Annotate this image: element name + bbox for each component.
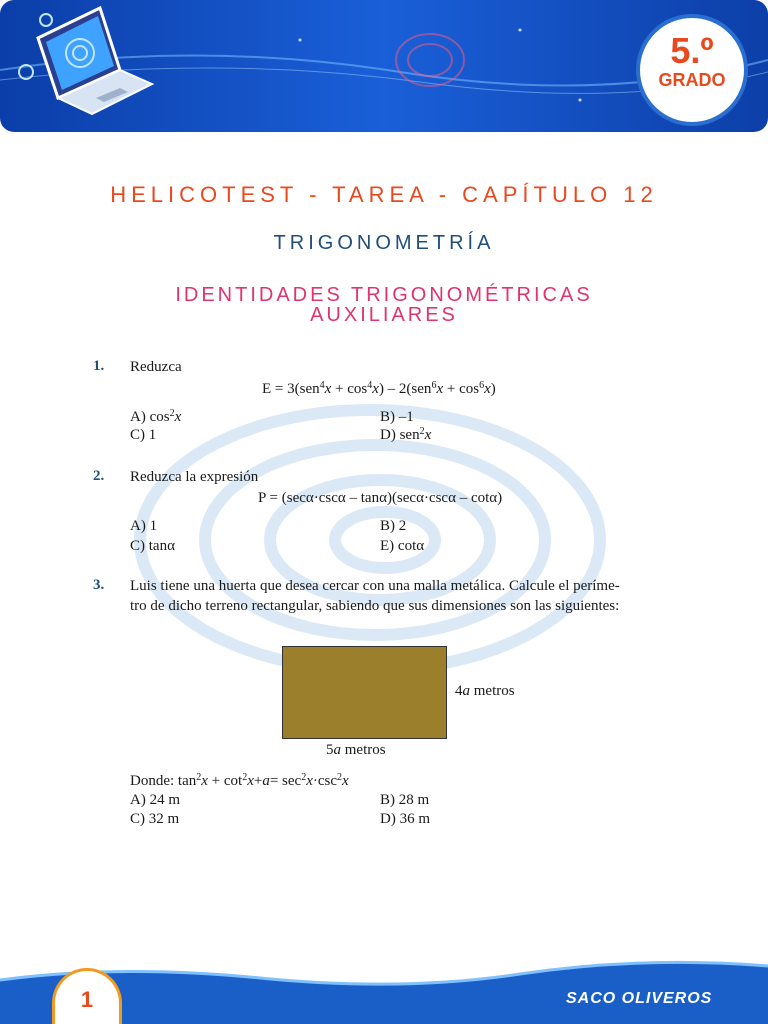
- question-2-option-c: C) tanα: [130, 538, 175, 554]
- question-3-option-b: B) 28 m: [380, 792, 430, 808]
- question-3-prompt-line-1: Luis tiene una huerta que desea cercar con una malla metálica. Calcule el períme-: [130, 578, 620, 594]
- question-2-option-b: B) 2: [380, 518, 407, 534]
- question-3-number: 3.: [93, 577, 105, 593]
- question-2-number: 2.: [93, 468, 105, 484]
- subject-title: TRIGONOMETRÍA: [273, 232, 495, 254]
- rectangle-height-label: 4a metros: [455, 683, 515, 699]
- question-1-number: 1.: [93, 358, 105, 374]
- question-3-option-a: A) 24 m: [130, 792, 180, 808]
- brand-logo-text: SACO OLIVEROS: [566, 990, 713, 1007]
- question-2-option-a: A) 1: [130, 518, 158, 534]
- rectangle-width-label: 5a metros: [326, 742, 386, 758]
- topic-line-2: AUXILIARES: [310, 304, 458, 326]
- question-3-prompt-line-2: tro de dicho terreno rectangular, sabiendo que sus dimensiones son las siguientes:: [130, 598, 620, 614]
- question-1-expression: $E = 3(sen^4x + \cos^4x) - 2(sen^6x + \cos^6x)$: [262, 380, 496, 397]
- question-1-option-d: D) sen$^2$x: [380, 426, 432, 443]
- question-3-condition: Donde: $\tan^2x + \cot^2x+a= \sec^2x\cdot\csc^2x$: [130, 772, 349, 789]
- question-3-option-c: C) 32 m: [130, 811, 180, 827]
- grade-label: GRADO: [658, 70, 726, 90]
- question-3-option-d: D) 36 m: [380, 811, 430, 827]
- swirl-watermark: [120, 390, 620, 690]
- question-1-prompt: Reduzca: [130, 359, 182, 375]
- question-1-option-b: B) –1: [380, 409, 414, 425]
- header-banner: [0, 0, 768, 132]
- grade-badge: [636, 14, 748, 126]
- terrain-rectangle: [282, 646, 447, 739]
- question-1-option-c: C) 1: [130, 427, 157, 443]
- document-title: HELICOTEST - TAREA - CAPÍTULO 12: [110, 182, 658, 207]
- topic-line-1: IDENTIDADES TRIGONOMÉTRICAS: [175, 284, 593, 306]
- page-number: 1: [80, 987, 94, 1012]
- question-1-option-a: A) $\cos^2x$: [130, 408, 182, 425]
- question-2-option-e: E) cotα: [380, 538, 425, 554]
- grade-number: 5.º: [670, 30, 714, 71]
- question-2-prompt: Reduzca la expresión: [130, 469, 259, 485]
- question-2-expression: P = (secα·cscα – tanα)(secα·cscα – cotα): [258, 490, 503, 506]
- topic-title: [0, 285, 768, 325]
